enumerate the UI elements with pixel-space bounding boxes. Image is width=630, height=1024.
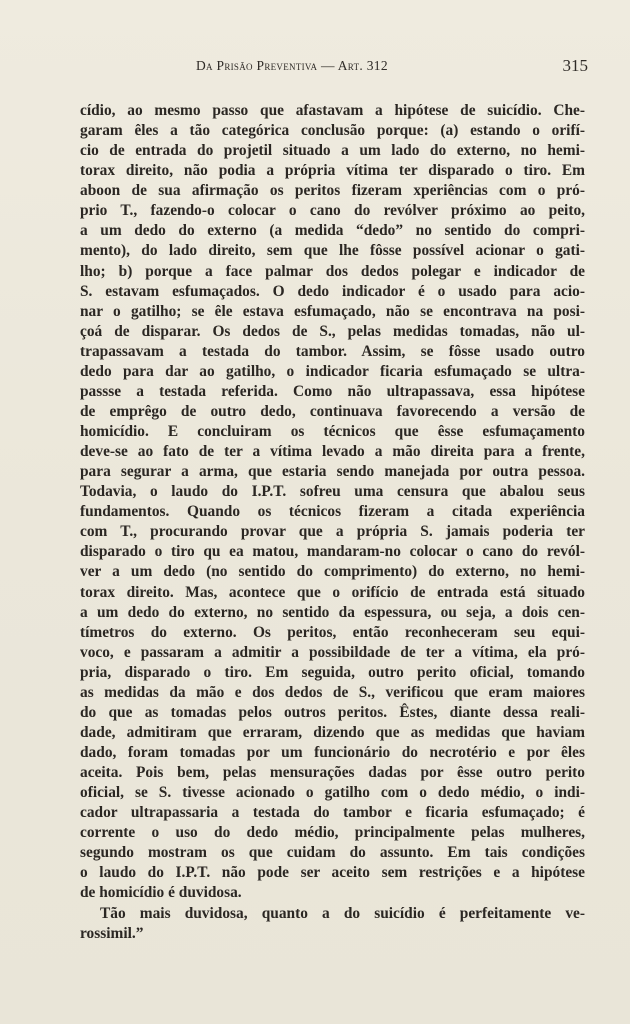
text-line: o laudo do I.P.T. não pode ser aceito sem restrições e a hipótese bbox=[80, 864, 585, 882]
page-number: 315 bbox=[562, 56, 588, 75]
text-line: rossimil.” bbox=[80, 924, 144, 942]
text-line: Tão mais duvidosa, quanto a do suicídio é perfeitamente ve- bbox=[100, 904, 585, 922]
text-line: com T., procurando provar que a própria S. jamais poderia ter bbox=[80, 523, 585, 541]
text-line: lho; b) porque a face palmar dos dedos polegar e indicador de bbox=[80, 262, 585, 280]
text-line: cídio, ao mesmo passo que afastavam a hipótese de suicídio. Che- bbox=[80, 102, 585, 119]
text-line: cio de entrada do projetil situado a um lado do externo, no hemi- bbox=[80, 142, 585, 160]
text-line: çoá de disparar. Os dedos de S., pelas medidas tomadas, não ul- bbox=[80, 322, 585, 340]
text-line: ver a um dedo (no sentido do comprimento) do externo, no hemi- bbox=[80, 563, 585, 581]
text-line: cador ultrapassaria a testada do tambor e ficaria esfumaçado; é bbox=[80, 804, 585, 822]
text-line: voco, e passaram a admitir a possibildade de ter a vítima, ela pró- bbox=[80, 643, 585, 661]
body-text bbox=[80, 101, 585, 944]
text-line: deve-se ao fato de ter a vítima levado a mão direita para a frente, bbox=[80, 443, 585, 461]
text-line: aboon de sua afirmação os peritos fizeram xperiências com o pró- bbox=[80, 182, 585, 200]
running-header bbox=[80, 58, 588, 78]
text-line: garam êles a tão categórica conclusão porque: (a) estando o orifí- bbox=[80, 122, 585, 140]
text-line: trapassavam a testada do tambor. Assim, se fôsse usado outro bbox=[80, 342, 585, 360]
text-line: Todavia, o laudo do I.P.T. sofreu uma censura que abalou seus bbox=[80, 483, 585, 501]
text-line: homicídio. E concluiram os técnicos que êsse esfumaçamento bbox=[80, 423, 585, 440]
text-line: para segurar a arma, que estaria sendo manejada por outra pessoa. bbox=[80, 463, 585, 481]
text-line: nar o gatilho; se êle estava esfumaçado, não se encontrava na posi- bbox=[80, 302, 585, 320]
text-line: aceita. Pois bem, pelas mensurações dadas por êsse outro perito bbox=[80, 764, 585, 782]
text-line: a um dedo do externo (a medida “dedo” no sentido do compri- bbox=[80, 222, 585, 240]
text-line: S. estavam esfumaçados. O dedo indicador é o usado para acio- bbox=[80, 282, 585, 300]
text-line: do que as tomadas pelos outros peritos. Êstes, diante dessa reali- bbox=[80, 703, 585, 721]
text-line: pria, disparado o tiro. Em seguida, outro perito oficial, tomando bbox=[80, 663, 585, 681]
text-line: a um dedo do externo, no sentido da espessura, ou seja, a dois cen- bbox=[80, 603, 585, 621]
text-line: de emprêgo de outro dedo, continuava favorecendo a versão de bbox=[80, 402, 585, 420]
text-line: passse a testada referida. Como não ultrapassava, essa hipótese bbox=[80, 382, 585, 400]
text-line: corrente o uso do dedo médio, principalmente pelas mulheres, bbox=[80, 824, 585, 842]
text-line: oficial, se S. tivesse acionado o gatilho com o dedo médio, o indi- bbox=[80, 784, 585, 802]
text-line: fundamentos. Quando os técnicos fizeram a citada experiência bbox=[80, 503, 585, 521]
text-line: as medidas da mão e dos dedos de S., verificou que eram maiores bbox=[80, 683, 585, 701]
text-line: de homicídio é duvidosa. bbox=[80, 884, 242, 902]
text-line: disparado o tiro qu ea matou, mandaram-no colocar o cano do revól- bbox=[80, 543, 585, 561]
text-line: segundo mostram os que cuidam do assunto. Em tais condições bbox=[80, 844, 585, 862]
text-line: dade, admitiram que erraram, dizendo que as medidas que haviam bbox=[80, 723, 585, 741]
running-title: Da Prisão Preventiva — Art. 312 bbox=[196, 58, 388, 73]
text-line: mento), do lado direito, sem que lhe fôsse possível acionar o gati- bbox=[80, 242, 585, 260]
text-line: torax direito. Mas, acontece que o orifício de entrada está situado bbox=[80, 583, 585, 601]
text-line: torax direito, não podia a própria vítima ter disparado o tiro. Em bbox=[80, 162, 585, 180]
text-line: dado, foram tomadas por um funcionário do necrotério e por êles bbox=[80, 744, 585, 761]
text-line: prio T., fazendo-o colocar o cano do revólver próximo ao peito, bbox=[80, 202, 585, 220]
text-line: dedo para dar ao gatilho, o indicador ficaria esfumaçado se ultra- bbox=[80, 362, 585, 380]
text-line: tímetros do externo. Os peritos, então reconheceram seu equi- bbox=[80, 623, 585, 641]
